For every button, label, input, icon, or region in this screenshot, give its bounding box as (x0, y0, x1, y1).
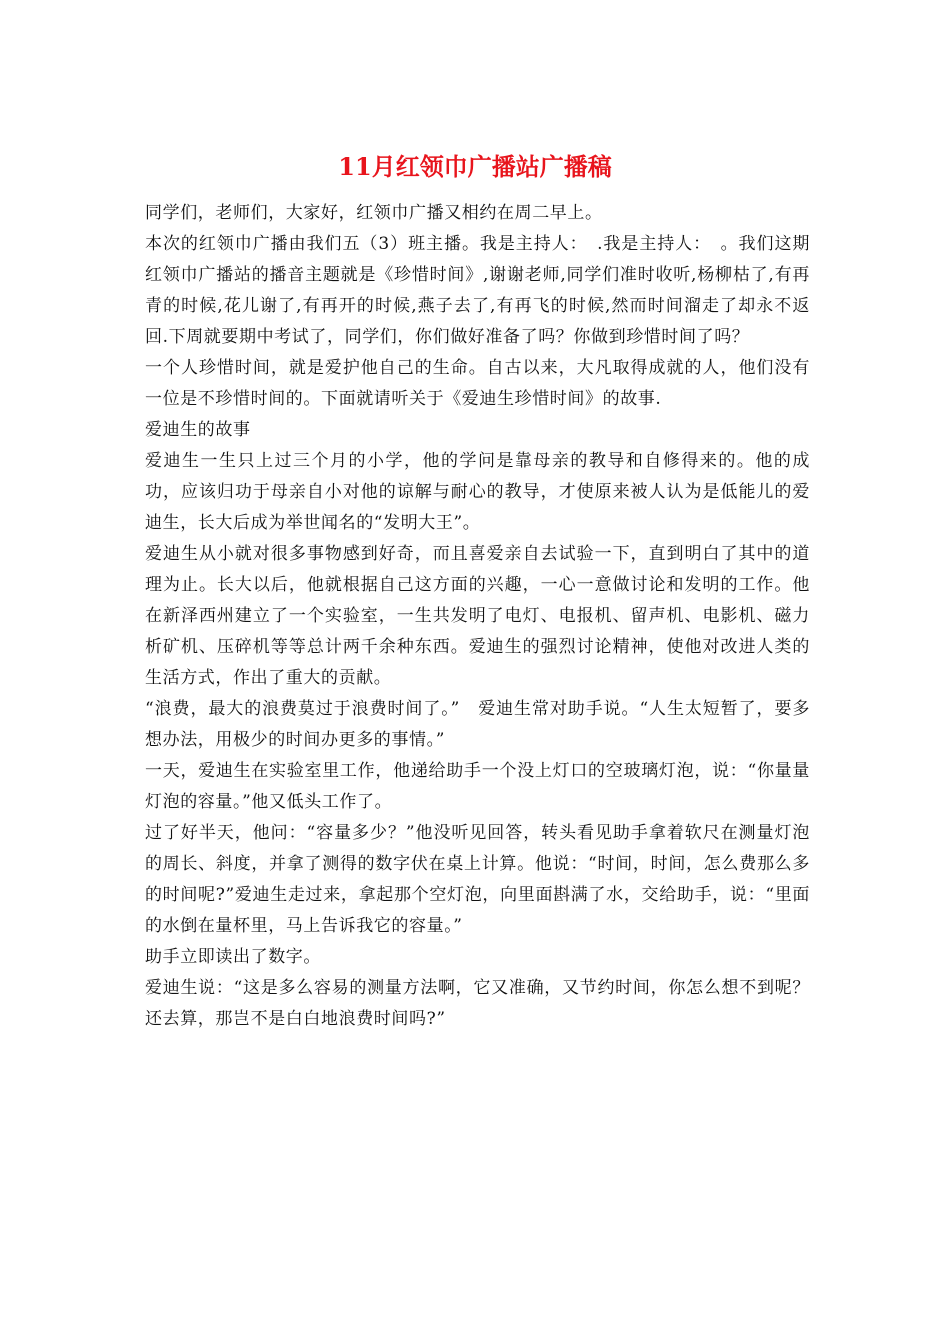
paragraph-edison-inventions: 爱迪生从小就对很多事物感到好奇，而且喜爱亲自去试验一下，直到明白了其中的道理为止。长大以后，他就根据自己这方面的兴趣，一心一意做讨论和发明的工作。他在新泽西州建立了一个实验室，一生共发明了电灯、电报机、留声机、电影机、磁力析矿机、压碎机等等总计两千余种东西。爱迪生的强烈讨论精神，使他对改进人类的生活方式，作出了重大的贡献。 (145, 544, 810, 688)
paragraph-measuring: 过了好半天，他问：“容量多少？”他没听见回答，转头看见助手拿着软尺在测量灯泡的周长、斜度，并拿了测得的数字伏在桌上计算。他说：“时间，时间，怎么费那么多的时间呢?”爱迪生走过来，拿起那个空灯泡，向里面斟满了水，交给助手，说：“里面的水倒在量杯里，马上告诉我它的容量。” (145, 823, 810, 936)
paragraph-edison-conclusion: 爱迪生说：“这是多么容易的测量方法啊，它又准确，又节约时间，你怎么想不到呢？还去算，那岂不是白白地浪费时间吗?” (145, 978, 810, 1029)
document-title: 11月红领巾广播站广播稿 (338, 152, 612, 181)
paragraph-edison-education: 爱迪生一生只上过三个月的小学，他的学问是靠母亲的教导和自修得来的。他的成功，应该归功于母亲自小对他的谅解与耐心的教导，才使原来被人认为是低能儿的爱迪生，长大后成为举世闻名的“发明大王”。 (145, 451, 810, 533)
document-body (145, 198, 810, 1035)
paragraph-cherish-time: 一个人珍惜时间，就是爱护他自己的生命。自古以来，大凡取得成就的人，他们没有一位是不珍惜时间的。下面就请听关于《爱迪生珍惜时间》的故事. (145, 358, 810, 409)
paragraph-lightbulb-task: 一天，爱迪生在实验室里工作，他递给助手一个没上灯口的空玻璃灯泡，说：“你量量灯泡的容量。”他又低头工作了。 (145, 761, 810, 812)
paragraph-intro: 本次的红领巾广播由我们五（3）班主播。我是主持人： .我是主持人： 。我们这期红领巾广播站的播音主题就是《珍惜时间》,谢谢老师,同学们准时收听,杨柳枯了,有再青的时候,花儿谢了,有再开的时候,燕子去了,有再飞的时候,然而时间溜走了却永不返回.下周就要期中考试了，同学们，你们做好准备了吗？你做到珍惜时间了吗？ (145, 234, 810, 347)
paragraph-assistant-reads: 助手立即读出了数字。 (145, 947, 321, 967)
paragraph-story-heading: 爱迪生的故事 (145, 420, 251, 440)
paragraph-edison-quote: “浪费，最大的浪费莫过于浪费时间了。” 爱迪生常对助手说。“人生太短暂了，要多想办法，用极少的时间办更多的事情。” (145, 699, 810, 750)
paragraph-greeting: 同学们，老师们，大家好，红领巾广播又相约在周二早上。 (145, 203, 603, 223)
